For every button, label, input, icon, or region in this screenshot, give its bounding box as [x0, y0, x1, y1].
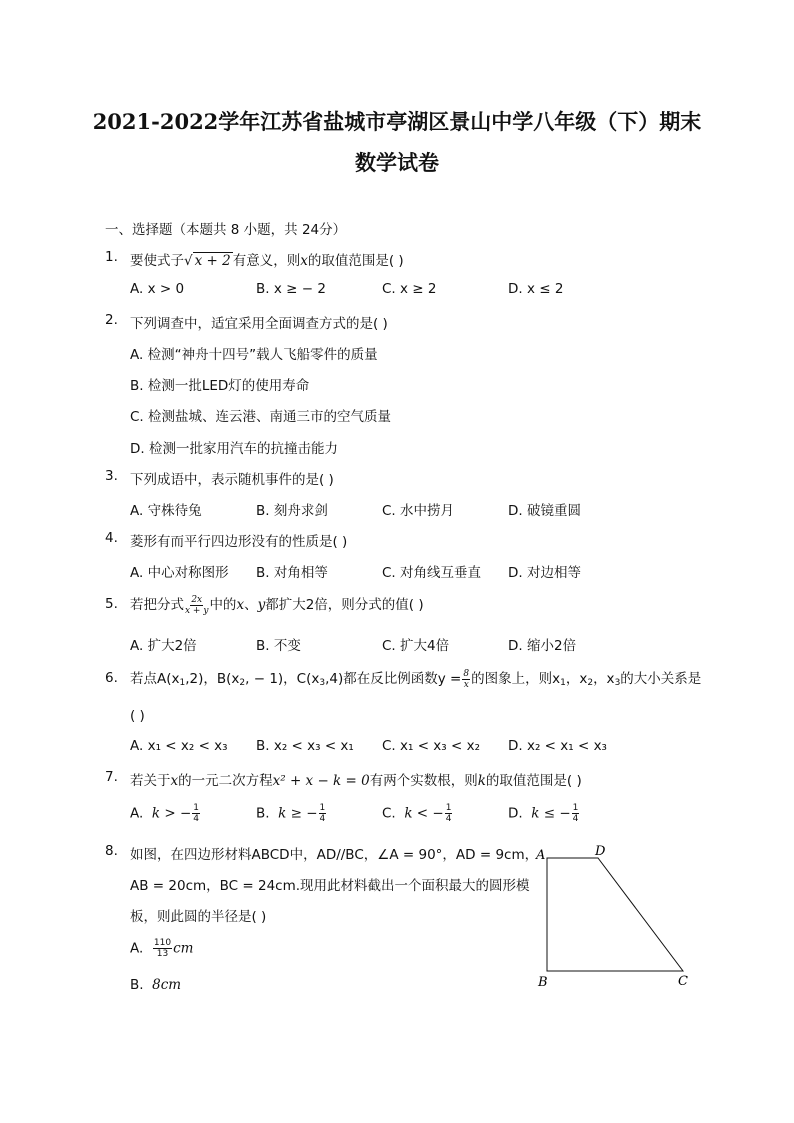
stem-text: 都扩大2倍，则分式的值( ): [265, 597, 424, 613]
option-d[interactable]: [508, 803, 580, 824]
question-8-line3: 板，则此圆的半径是( ): [130, 909, 267, 925]
option-expression: k ≤ −: [531, 805, 571, 822]
option-d[interactable]: D. 检测一批家用汽车的抗撞击能力: [130, 441, 338, 457]
option-c[interactable]: [382, 803, 453, 824]
option-b[interactable]: B. 检测一批LED灯的使用寿命: [130, 378, 310, 394]
fraction: [153, 938, 172, 959]
option-b[interactable]: B. 不变: [256, 638, 301, 654]
fraction: [319, 803, 327, 824]
question-stem: 菱形有而平行四边形没有的性质是( ): [130, 534, 348, 550]
question-number: 4.: [105, 530, 118, 546]
option-d[interactable]: D. x ≤ 2: [508, 281, 564, 297]
stem-variable: k: [477, 773, 486, 789]
fraction-denominator: 13: [156, 949, 169, 959]
option-d[interactable]: D. 破镜重圆: [508, 503, 581, 519]
option-b[interactable]: B. x ≥ − 2: [256, 281, 326, 297]
vertex-label-c: C: [678, 974, 688, 989]
paper-title-line2: 数学试卷: [355, 150, 439, 175]
fraction-numerator: 1: [319, 803, 326, 813]
question-stem: 如图，在四边形材料ABCD中，AD//BC，∠A = 90°，AD = 9cm，: [130, 847, 539, 863]
option-c[interactable]: C. 扩大4倍: [382, 638, 450, 654]
stem-variable: y: [257, 597, 266, 613]
fraction: [572, 803, 580, 824]
paper-title-line1: 2021-2022学年江苏省盐城市亭湖区景山中学八年级（下）期末: [92, 109, 702, 134]
question-stem: [130, 769, 582, 789]
option-expression: 8cm: [152, 977, 182, 993]
option-a[interactable]: A. x > 0: [130, 281, 185, 297]
question-1: [0, 249, 794, 269]
question-stem: [130, 593, 424, 616]
stem-text: 有两个实数根，则: [369, 773, 478, 789]
option-label: C.: [382, 805, 396, 822]
question-8-line2: AB = 20cm，BC = 24cm.现用此材料截出一个面积最大的圆形模: [130, 878, 530, 894]
section-heading: 一、选择题（本题共 8 小题，共 24分）: [105, 222, 347, 238]
stem-text: 的取值范围是( ): [307, 253, 404, 269]
fraction-denominator: 4: [572, 814, 579, 824]
option-expression: k ≥ −: [278, 805, 318, 822]
stem-variable: x: [170, 773, 179, 789]
fraction-denominator: 4: [319, 814, 326, 824]
fraction-numerator: 2x: [191, 594, 203, 605]
stem-text: ,4)都在反比例函数y =: [325, 671, 462, 687]
fraction: [192, 803, 200, 824]
option-c[interactable]: C. x₁ < x₃ < x₂: [382, 738, 481, 754]
fraction-denominator: x + y: [185, 605, 209, 616]
option-expression: k > −: [151, 805, 192, 822]
subscript: 3: [319, 678, 326, 688]
subscript: 1: [560, 678, 566, 688]
fraction-numerator: 1: [445, 803, 452, 813]
option-label: B.: [256, 805, 270, 822]
option-c[interactable]: C. 水中捞月: [382, 503, 455, 519]
stem-text: 若点A(x: [130, 671, 180, 687]
option-d[interactable]: D. x₂ < x₁ < x₃: [508, 738, 607, 754]
subscript: 2: [587, 678, 594, 688]
option-d[interactable]: D. 缩小2倍: [508, 638, 577, 654]
stem-text: 的图象上，则x: [471, 671, 561, 687]
option-a[interactable]: A. 检测“神舟十四号”载人飞船零件的质量: [130, 347, 378, 363]
question-number: 3.: [105, 468, 118, 484]
question-6-line2: ( ): [130, 708, 145, 724]
stem-text: 若把分式: [130, 597, 184, 613]
fraction-denominator: 4: [445, 814, 452, 824]
option-a[interactable]: A. 守株待兔: [130, 503, 202, 519]
option-label: A.: [130, 940, 144, 957]
option-b[interactable]: B. x₂ < x₃ < x₁: [256, 738, 354, 754]
option-a[interactable]: [130, 803, 201, 824]
question-stem: 下列调查中，适宜采用全面调查方式的是( ): [130, 316, 388, 332]
option-c[interactable]: C. 检测盐城、连云港、南通三市的空气质量: [130, 409, 392, 425]
fraction-numerator: 110: [153, 938, 172, 948]
option-a[interactable]: A. 扩大2倍: [130, 638, 197, 654]
option-a[interactable]: [130, 938, 193, 959]
vertex-label-a: A: [536, 848, 546, 863]
stem-text: ，x: [565, 671, 588, 687]
question-stem: [130, 249, 404, 269]
option-expression: k < −: [404, 805, 444, 822]
option-b[interactable]: B. 刻舟求剑: [256, 503, 328, 519]
option-c[interactable]: C. x ≥ 2: [382, 281, 437, 297]
fraction-numerator: 1: [572, 803, 579, 813]
fraction-denominator: x: [463, 679, 469, 690]
question-stem: [130, 667, 701, 690]
sqrt-radicand: x + 2: [194, 253, 231, 269]
equation: x² + x − k = 0: [272, 773, 370, 789]
question-number: 2.: [105, 312, 118, 328]
option-unit: cm: [173, 940, 194, 957]
option-d[interactable]: D. 对边相等: [508, 565, 581, 581]
question-number: 8.: [105, 843, 118, 859]
fraction-denominator: 4: [193, 814, 200, 824]
option-a[interactable]: A. 中心对称图形: [130, 565, 229, 581]
fraction-numerator: 8: [463, 668, 470, 679]
stem-text: 的大小关系是: [620, 671, 702, 687]
option-a[interactable]: A. x₁ < x₂ < x₃: [130, 738, 228, 754]
quadrilateral-abcd: [547, 858, 683, 971]
question-number: 1.: [105, 249, 118, 265]
fraction-numerator: 1: [193, 803, 200, 813]
stem-variable: x: [300, 253, 308, 269]
stem-text: 若关于: [130, 773, 171, 789]
option-b[interactable]: [130, 977, 181, 993]
option-label: D.: [508, 805, 523, 822]
option-b[interactable]: [256, 803, 327, 824]
stem-text: 有意义，则: [232, 253, 301, 269]
question-number: 7.: [105, 769, 118, 785]
stem-text: 中的: [209, 597, 237, 613]
subscript: 3: [614, 678, 621, 688]
vertex-label-d: D: [595, 844, 606, 859]
stem-text: 、: [244, 597, 258, 613]
option-label: A.: [130, 805, 144, 822]
quadrilateral-figure: [530, 843, 700, 993]
stem-text: , − 1)，C(x: [245, 671, 320, 687]
fraction: [185, 595, 208, 616]
question-number: 6.: [105, 670, 118, 686]
fraction: [445, 803, 453, 824]
subscript: 1: [179, 678, 186, 688]
stem-text: 的一元二次方程: [178, 773, 273, 789]
question-number: 5.: [105, 596, 118, 612]
option-label: B.: [130, 977, 144, 993]
vertex-label-b: B: [538, 975, 548, 990]
stem-text: 要使式子: [130, 253, 184, 269]
option-b[interactable]: B. 对角相等: [256, 565, 328, 581]
stem-text: 的取值范围是( ): [485, 773, 582, 789]
stem-variable: x: [236, 597, 245, 613]
option-c[interactable]: C. 对角线互垂直: [382, 565, 482, 581]
fraction: [462, 669, 470, 690]
sqrt-sign: √: [184, 253, 193, 269]
subscript: 2: [239, 678, 246, 688]
stem-text: ，x: [593, 671, 615, 687]
question-stem: 下列成语中，表示随机事件的是( ): [130, 472, 334, 488]
stem-text: ,2)，B(x: [185, 671, 240, 687]
